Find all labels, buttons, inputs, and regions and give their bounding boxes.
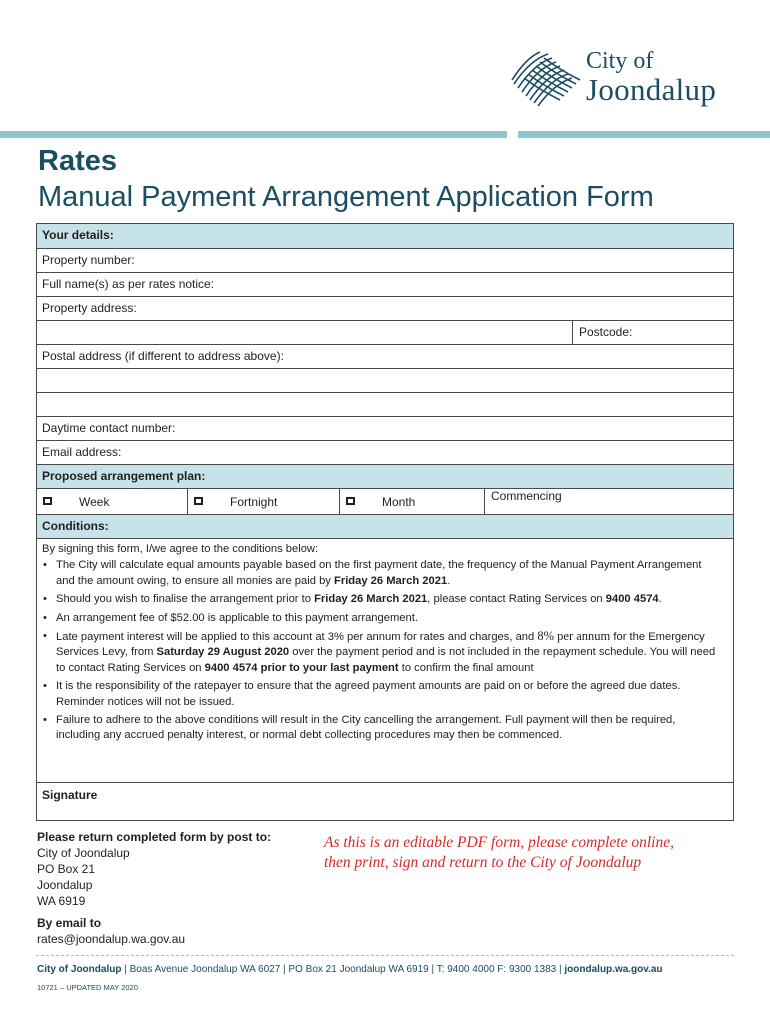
month-label: Month bbox=[382, 495, 416, 509]
return-address-line: Joondalup bbox=[37, 878, 93, 892]
arrangement-plan-heading: Proposed arrangement plan: bbox=[37, 464, 733, 488]
logo-joondalup: Joondalup bbox=[586, 72, 717, 107]
postal-address-field[interactable]: Postal address (if different to address above): bbox=[37, 344, 733, 368]
note-line-2: then print, sign and return to the City of Joondalup bbox=[324, 854, 642, 871]
return-post-heading: Please return completed form by post to: bbox=[37, 830, 272, 844]
conditions-text bbox=[37, 538, 733, 782]
option-week[interactable] bbox=[37, 489, 188, 514]
return-address-line: WA 6919 bbox=[37, 894, 86, 908]
return-email-heading: By email to bbox=[37, 916, 102, 930]
week-checkbox[interactable] bbox=[43, 497, 52, 505]
arrangement-plan-options bbox=[37, 488, 733, 514]
note-line-1: As this is an editable PDF form, please complete online, bbox=[324, 834, 674, 851]
footer-contact bbox=[37, 964, 663, 975]
return-by-post bbox=[37, 829, 271, 909]
page-subtitle: Manual Payment Arrangement Application Form bbox=[38, 181, 654, 213]
property-address-line-2[interactable] bbox=[37, 320, 733, 344]
condition-item: • The City will calculate equal amounts payable based on the first payment date, the frequency of the Manual Payment Arrangement and the amount owing, to ensure all monies are paid by Friday 26 March 2021. bbox=[42, 558, 721, 589]
postal-address-line-3[interactable] bbox=[37, 392, 733, 416]
page-title: Rates bbox=[38, 145, 117, 177]
condition-item: • It is the responsibility of the ratepayer to ensure that the agreed payment amounts are paid on or before the agreed due dates. Reminder notices will not be issued. bbox=[42, 679, 721, 710]
fortnight-label: Fortnight bbox=[230, 495, 278, 509]
postal-address-line-2[interactable] bbox=[37, 368, 733, 392]
footer-website-link[interactable]: joondalup.wa.gov.au bbox=[564, 964, 663, 975]
logo-emblem-icon bbox=[510, 48, 584, 108]
week-label: Week bbox=[79, 495, 110, 509]
condition-item: • Late payment interest will be applied to this account at 3% per annum for rates and charges, and 8% per annum for the Emergency Services Levy, from Saturday 29 August 2020 over the payment period and is not included in the repayment schedule. You will need to contact Rating Services on 9400 4574 prior to your last payment to confirm the final amount bbox=[42, 629, 721, 676]
conditions-list bbox=[42, 558, 721, 743]
return-address-line: PO Box 21 bbox=[37, 862, 96, 876]
fortnight-checkbox[interactable] bbox=[194, 497, 203, 505]
option-month[interactable] bbox=[340, 489, 485, 514]
header-bar-right bbox=[518, 131, 770, 138]
conditions-intro: By signing this form, I/we agree to the conditions below: bbox=[42, 543, 319, 555]
month-checkbox[interactable] bbox=[346, 497, 355, 505]
application-form bbox=[36, 223, 734, 821]
property-address-field[interactable]: Property address: bbox=[37, 296, 733, 320]
logo-city-of: City of bbox=[586, 48, 654, 74]
header-bar-left bbox=[0, 131, 507, 138]
form-code: 10721 – UPDATED MAY 2020 bbox=[37, 983, 138, 992]
your-details-heading: Your details: bbox=[37, 224, 733, 248]
editable-form-note bbox=[324, 833, 674, 873]
commencing-field[interactable] bbox=[485, 489, 733, 514]
footer-org: City of Joondalup bbox=[37, 964, 122, 975]
signature-field[interactable]: Signature bbox=[37, 782, 733, 820]
full-names-field[interactable]: Full name(s) as per rates notice: bbox=[37, 272, 733, 296]
condition-item: • Failure to adhere to the above conditions will result in the City cancelling the arrangement. Full payment will then be required, including any accrued penalty interest, or normal debt collecting procedures may then be commenced. bbox=[42, 713, 721, 744]
option-fortnight[interactable] bbox=[188, 489, 340, 514]
postcode-field[interactable]: Postcode: bbox=[572, 321, 735, 344]
return-by-email bbox=[37, 915, 185, 947]
property-number-field[interactable]: Property number: bbox=[37, 248, 733, 272]
conditions-heading: Conditions: bbox=[37, 514, 733, 538]
daytime-contact-field[interactable]: Daytime contact number: bbox=[37, 416, 733, 440]
condition-item: • An arrangement fee of $52.00 is applicable to this payment arrangement. bbox=[42, 611, 721, 626]
email-address-field[interactable]: Email address: bbox=[37, 440, 733, 464]
return-email-address[interactable]: rates@joondalup.wa.gov.au bbox=[37, 932, 186, 946]
return-address-line: City of Joondalup bbox=[37, 846, 130, 860]
footer-divider bbox=[36, 955, 734, 956]
condition-item: • Should you wish to finalise the arrangement prior to Friday 26 March 2021, please contact Rating Services on 9400 4574. bbox=[42, 592, 721, 607]
city-logo bbox=[510, 48, 740, 110]
footer-details: | Boas Avenue Joondalup WA 6027 | PO Box 21 Joondalup WA 6919 | T: 9400 4000 F: 9300 1383 | bbox=[121, 964, 565, 975]
commencing-label: Commencing bbox=[491, 489, 562, 503]
